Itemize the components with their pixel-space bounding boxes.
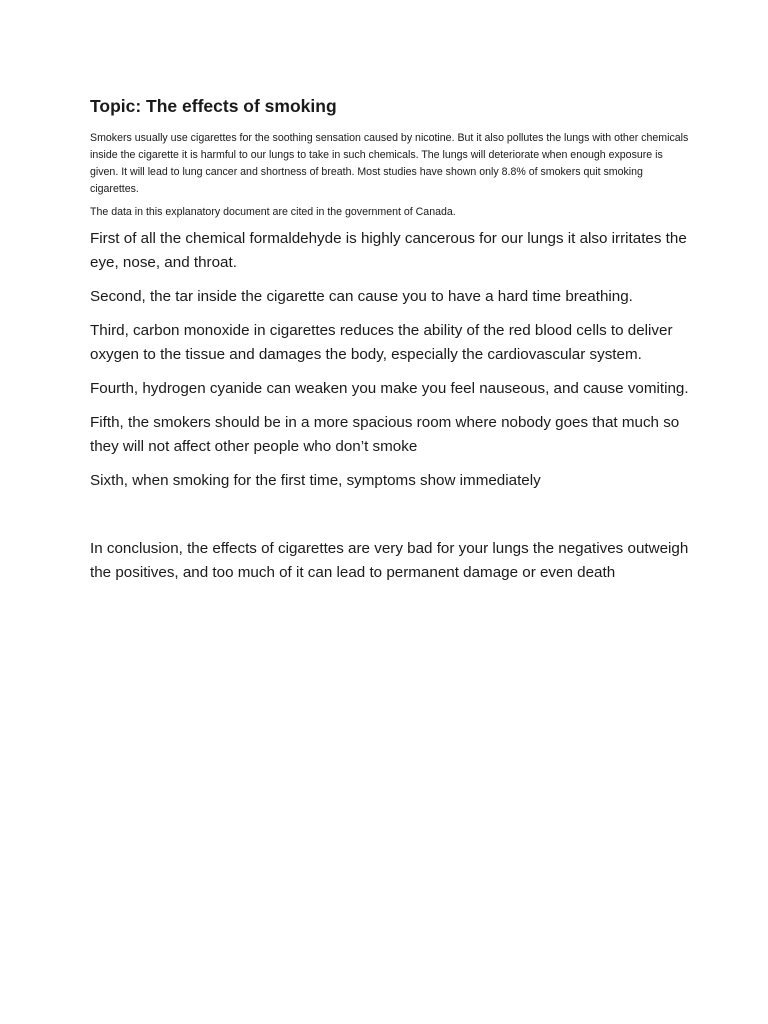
point-paragraph: Fourth, hydrogen cyanide can weaken you make you feel nauseous, and cause vomiting. bbox=[90, 380, 689, 397]
intro-paragraph: Smokers usually use cigarettes for the soothing sensation caused by nicotine. But it also pollutes the lungs with other chemicals inside the cigarette it is harmful to our lungs to take in such chemicals. The lungs will deteriorate when enough exposure is given. It will lead to lung cancer and shortness of breath. Most studies have shown only 8.8% of smokers quit smoking cigarettes. bbox=[90, 132, 689, 195]
point-paragraph: Sixth, when smoking for the first time, symptoms show immediately bbox=[90, 472, 541, 489]
point-paragraph: First of all the chemical formaldehyde is highly cancerous for our lungs it also irritates the eye, nose, and throat. bbox=[90, 230, 687, 271]
point-paragraph: Fifth, the smokers should be in a more spacious room where nobody goes that much so they will not affect other people who don’t smoke bbox=[90, 414, 680, 455]
point-paragraph: Second, the tar inside the cigarette can cause you to have a hard time breathing. bbox=[90, 288, 633, 305]
conclusion-paragraph: In conclusion, the effects of cigarettes are very bad for your lungs the negatives outweigh the positives, and too much of it can lead to permanent damage or even death bbox=[90, 540, 689, 581]
blank-line bbox=[90, 503, 690, 537]
point-paragraph: Third, carbon monoxide in cigarettes reduces the ability of the red blood cells to deliver oxygen to the tissue and damages the body, especially the cardiovascular system. bbox=[90, 322, 673, 363]
document-body bbox=[90, 94, 690, 595]
source-note: The data in this explanatory document are cited in the government of Canada. bbox=[90, 206, 456, 218]
document-title: Topic: The effects of smoking bbox=[90, 96, 337, 116]
